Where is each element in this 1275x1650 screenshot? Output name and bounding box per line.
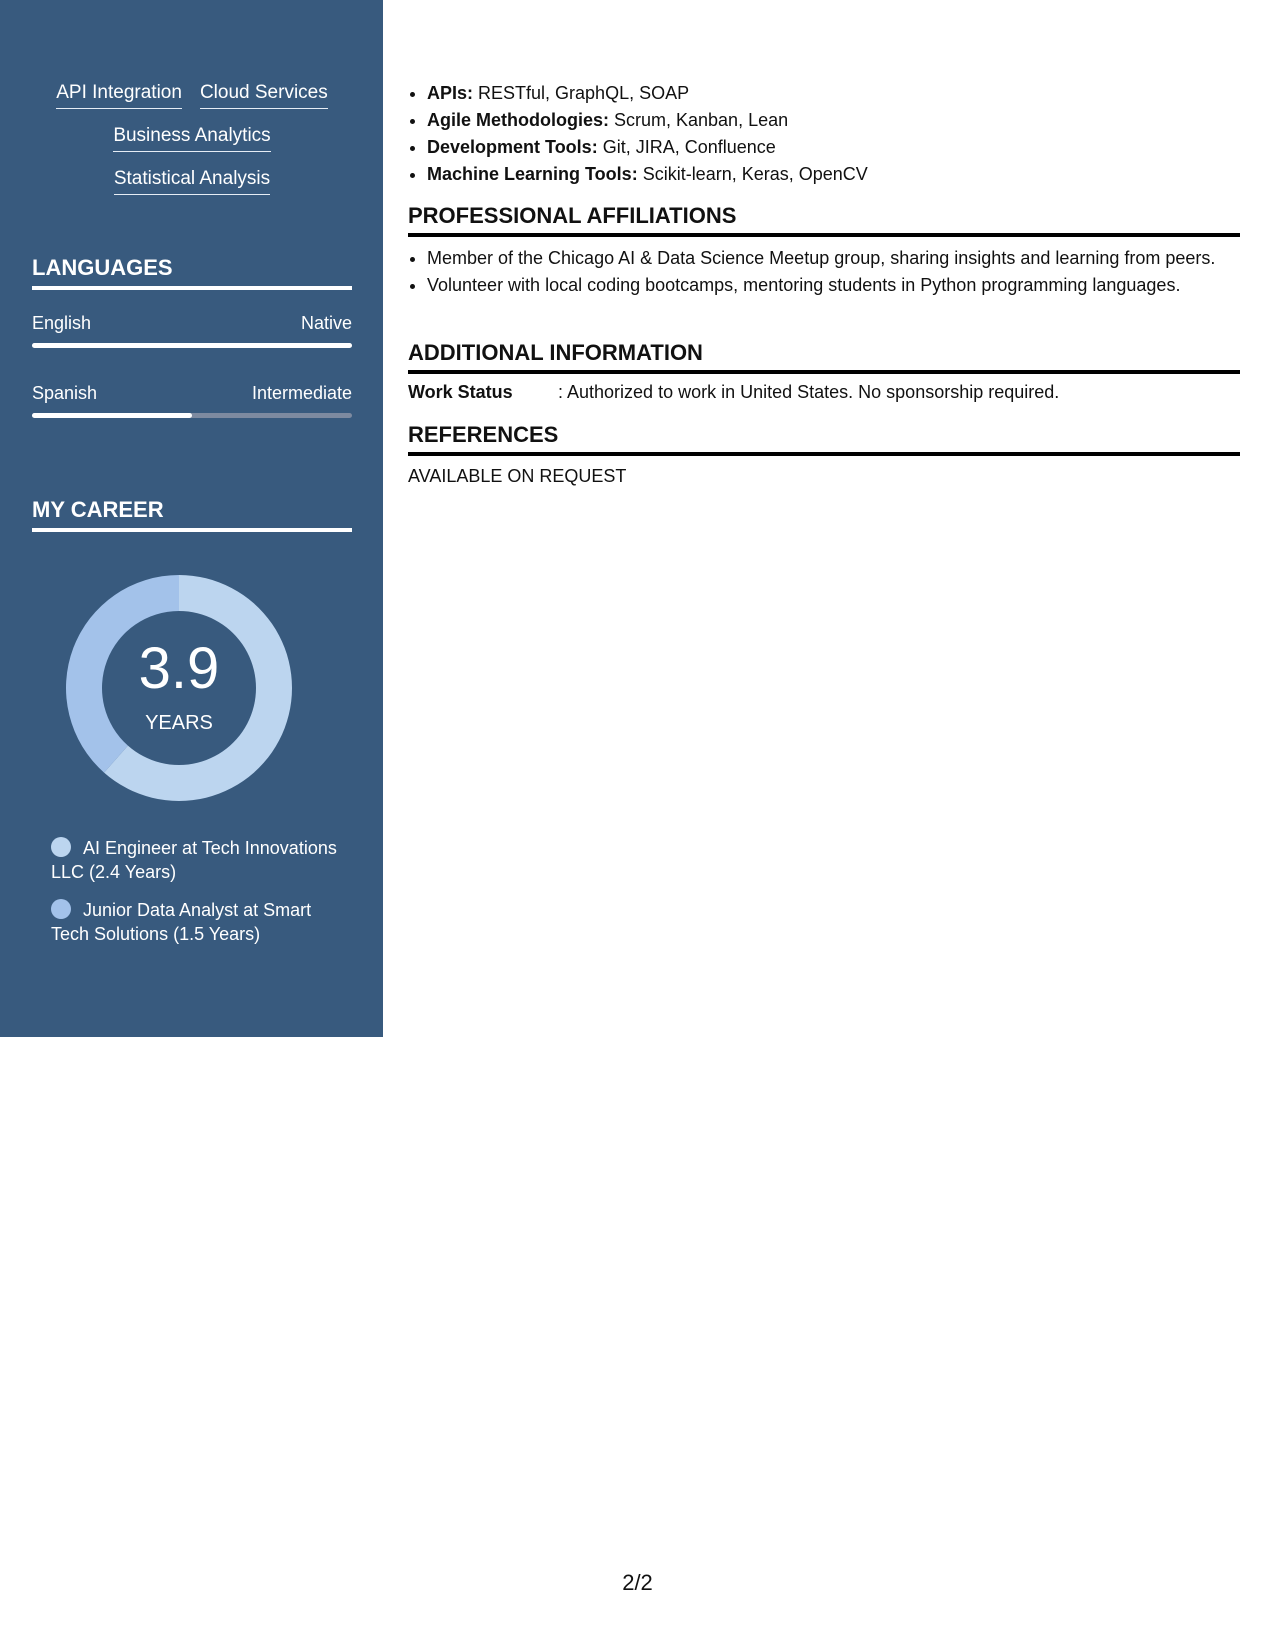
skill-tag: Business Analytics bbox=[113, 123, 270, 152]
sidebar bbox=[0, 0, 383, 1037]
career-legend-item bbox=[51, 898, 341, 946]
career-heading: MY CAREER bbox=[32, 496, 352, 532]
languages-heading: LANGUAGES bbox=[32, 254, 352, 290]
language-name: English bbox=[32, 313, 92, 333]
list-item: • Machine Learning Tools: Scikit-learn, Keras, OpenCV bbox=[427, 161, 868, 188]
language-bar-fill bbox=[32, 343, 352, 348]
list-item: • APIs: RESTful, GraphQL, SOAP bbox=[427, 80, 868, 107]
legend-label: AI Engineer at Tech Innovations LLC (2.4 Years) bbox=[51, 838, 337, 882]
page-number: 2/2 bbox=[622, 1570, 653, 1595]
language-name: Spanish bbox=[32, 383, 98, 403]
affiliations-heading: PROFESSIONAL AFFILIATIONS bbox=[408, 202, 1240, 237]
legend-label: Junior Data Analyst at Smart Tech Solutions (1.5 Years) bbox=[51, 900, 312, 944]
career-total: 3.9 bbox=[138, 636, 220, 701]
additional-info-heading: ADDITIONAL INFORMATION bbox=[408, 339, 1240, 374]
skill-tag: API Integration bbox=[56, 80, 182, 109]
language-row bbox=[32, 313, 352, 334]
skill-tag: Statistical Analysis bbox=[114, 166, 270, 195]
list-item: • Volunteer with local coding bootcamps, mentoring students in Python programming languages. bbox=[427, 273, 1259, 298]
list-item: • Development Tools: Git, JIRA, Confluence bbox=[427, 134, 868, 161]
list-item: • Agile Methodologies: Scrum, Kanban, Lean bbox=[427, 107, 868, 134]
technical-skills-list bbox=[408, 80, 868, 188]
career-legend-item bbox=[51, 836, 341, 884]
language-level: Intermediate bbox=[251, 383, 352, 403]
career-unit: YEARS bbox=[145, 712, 213, 734]
skill-tag: Cloud Services bbox=[200, 80, 328, 109]
language-row bbox=[32, 383, 352, 404]
language-bar-fill bbox=[32, 413, 192, 418]
work-status-value: : Authorized to work in United States. No sponsorship required. bbox=[558, 382, 1060, 402]
skills-tags bbox=[32, 80, 352, 209]
references-heading: REFERENCES bbox=[408, 421, 1240, 456]
work-status-row bbox=[408, 380, 1059, 404]
language-level: Native bbox=[300, 313, 352, 333]
references-text: AVAILABLE ON REQUEST bbox=[408, 466, 627, 486]
language-bar bbox=[32, 343, 352, 348]
affiliations-list bbox=[408, 246, 1259, 300]
legend-dot bbox=[51, 837, 71, 857]
work-status-label: Work Status bbox=[408, 382, 513, 402]
career-donut-chart bbox=[66, 575, 292, 801]
language-bar bbox=[32, 413, 352, 418]
legend-dot bbox=[51, 899, 71, 919]
list-item: • Member of the Chicago AI & Data Science Meetup group, sharing insights and learning from peers. bbox=[427, 246, 1259, 271]
